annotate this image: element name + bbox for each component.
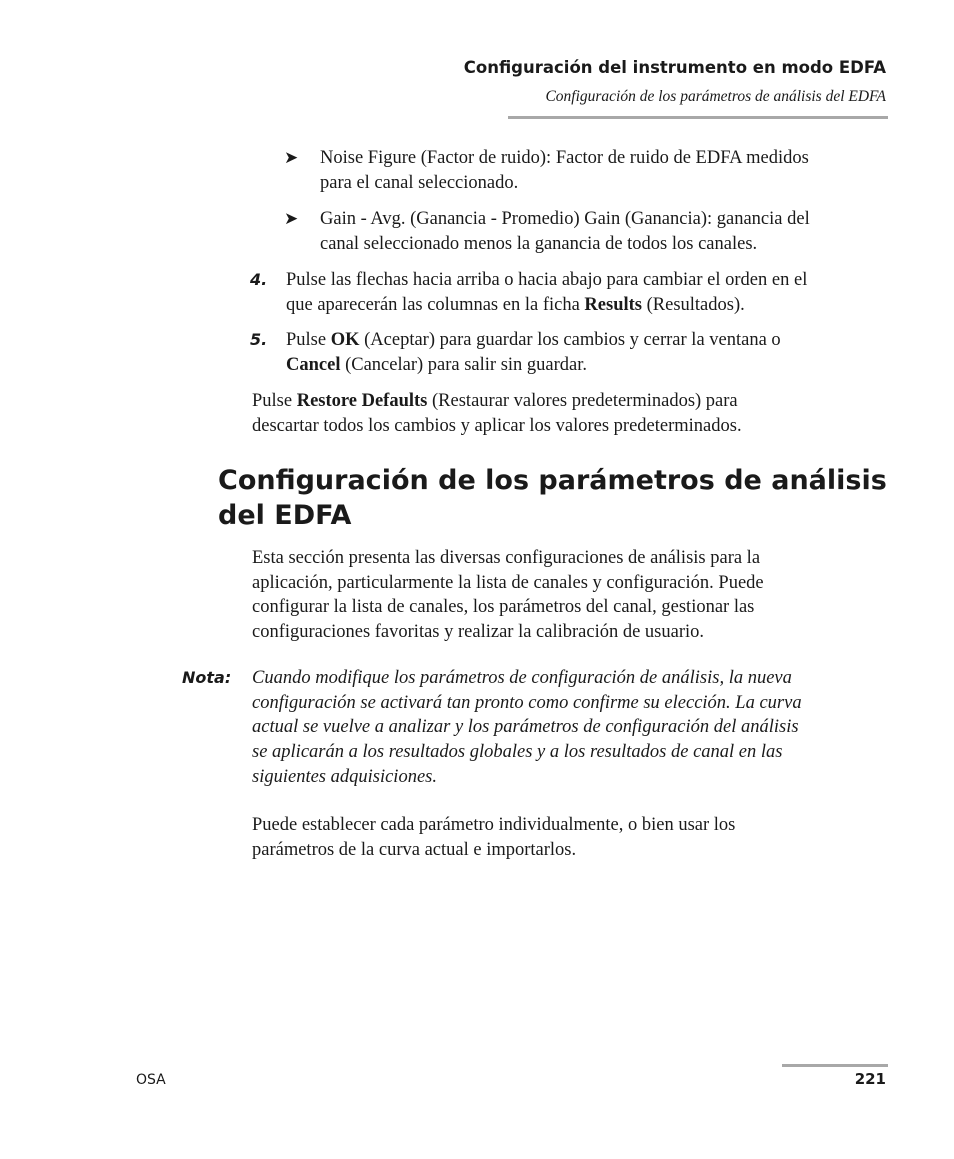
section-heading <box>218 463 898 533</box>
step-text-line: Pulse OK (Aceptar) para guardar los cambios y cerrar la ventana o <box>286 330 781 350</box>
running-header-title: Configuración del instrumento en modo EDFA <box>463 58 886 77</box>
note-label: Nota: <box>182 668 232 687</box>
step-item <box>286 328 781 377</box>
results-label: Results <box>584 294 642 315</box>
step-text-line: Pulse las flechas hacia arriba o hacia abajo para cambiar el orden en el <box>286 270 808 290</box>
bullet-text-line: Gain - Avg. (Ganancia - Promedio) Gain (Ganancia): ganancia del <box>320 209 810 229</box>
paragraph-line: parámetros de la curva actual e importarlos. <box>252 839 577 860</box>
paragraph-line: Esta sección presenta las diversas configuraciones de análisis para la <box>252 548 761 568</box>
paragraph-line: configurar la lista de canales, los parámetros del canal, gestionar las <box>252 597 755 618</box>
bullet-text-line: Noise Figure (Factor de ruido): Factor de ruido de EDFA medidos <box>320 148 809 168</box>
cancel-label: Cancel <box>286 354 341 375</box>
running-header-subtitle: Configuración de los parámetros de análisis del EDFA <box>545 88 886 105</box>
note-line: actual se vuelve a analizar y los parámetros de configuración del análisis <box>252 717 799 738</box>
step-number: 4. <box>250 270 268 289</box>
bullet-arrow-icon: ➤ <box>284 148 299 167</box>
header-rule <box>508 116 888 119</box>
restore-defaults-paragraph <box>252 389 742 438</box>
section-heading-line: del EDFA <box>218 500 352 531</box>
note-line: se aplicarán a los resultados globales y a los resultados de canal en las <box>252 742 783 763</box>
closing-paragraph <box>252 813 735 862</box>
step-number: 5. <box>250 330 268 349</box>
ok-label: OK <box>330 330 360 350</box>
bullet-text-line: canal seleccionado menos la ganancia de todos los canales. <box>320 233 758 254</box>
note-body <box>252 666 802 790</box>
footer-rule <box>782 1064 888 1067</box>
step-item <box>286 268 807 317</box>
page-number: 221 <box>854 1070 886 1088</box>
bullet-item <box>320 146 809 195</box>
paragraph-line: Pulse Restore Defaults (Restaurar valores predeterminados) para <box>252 391 738 411</box>
step-text-line: que aparecerán las columnas en la ficha Results (Resultados). <box>286 294 745 315</box>
note-line: siguientes adquisiciones. <box>252 766 437 787</box>
restore-defaults-label: Restore Defaults <box>296 391 428 411</box>
section-heading-line: Configuración de los parámetros de análisis <box>218 465 887 496</box>
paragraph-line: descartar todos los cambios y aplicar los valores predeterminados. <box>252 415 742 436</box>
paragraph-line: configuraciones favoritas y realizar la calibración de usuario. <box>252 622 705 643</box>
bullet-arrow-icon: ➤ <box>284 209 299 228</box>
note-line: Cuando modifique los parámetros de configuración de análisis, la nueva <box>252 668 792 688</box>
paragraph-line: Puede establecer cada parámetro individualmente, o bien usar los <box>252 815 736 835</box>
bullet-item <box>320 207 810 256</box>
step-text-line: Cancel (Cancelar) para salir sin guardar. <box>286 354 588 375</box>
bullet-text-line: para el canal seleccionado. <box>320 172 519 193</box>
footer-product-name: OSA <box>136 1072 166 1088</box>
paragraph-line: aplicación, particularmente la lista de canales y configuración. Puede <box>252 572 764 593</box>
note-line: configuración se activará tan pronto como confirme su elección. La curva <box>252 692 802 713</box>
section-intro-paragraph <box>252 546 764 645</box>
